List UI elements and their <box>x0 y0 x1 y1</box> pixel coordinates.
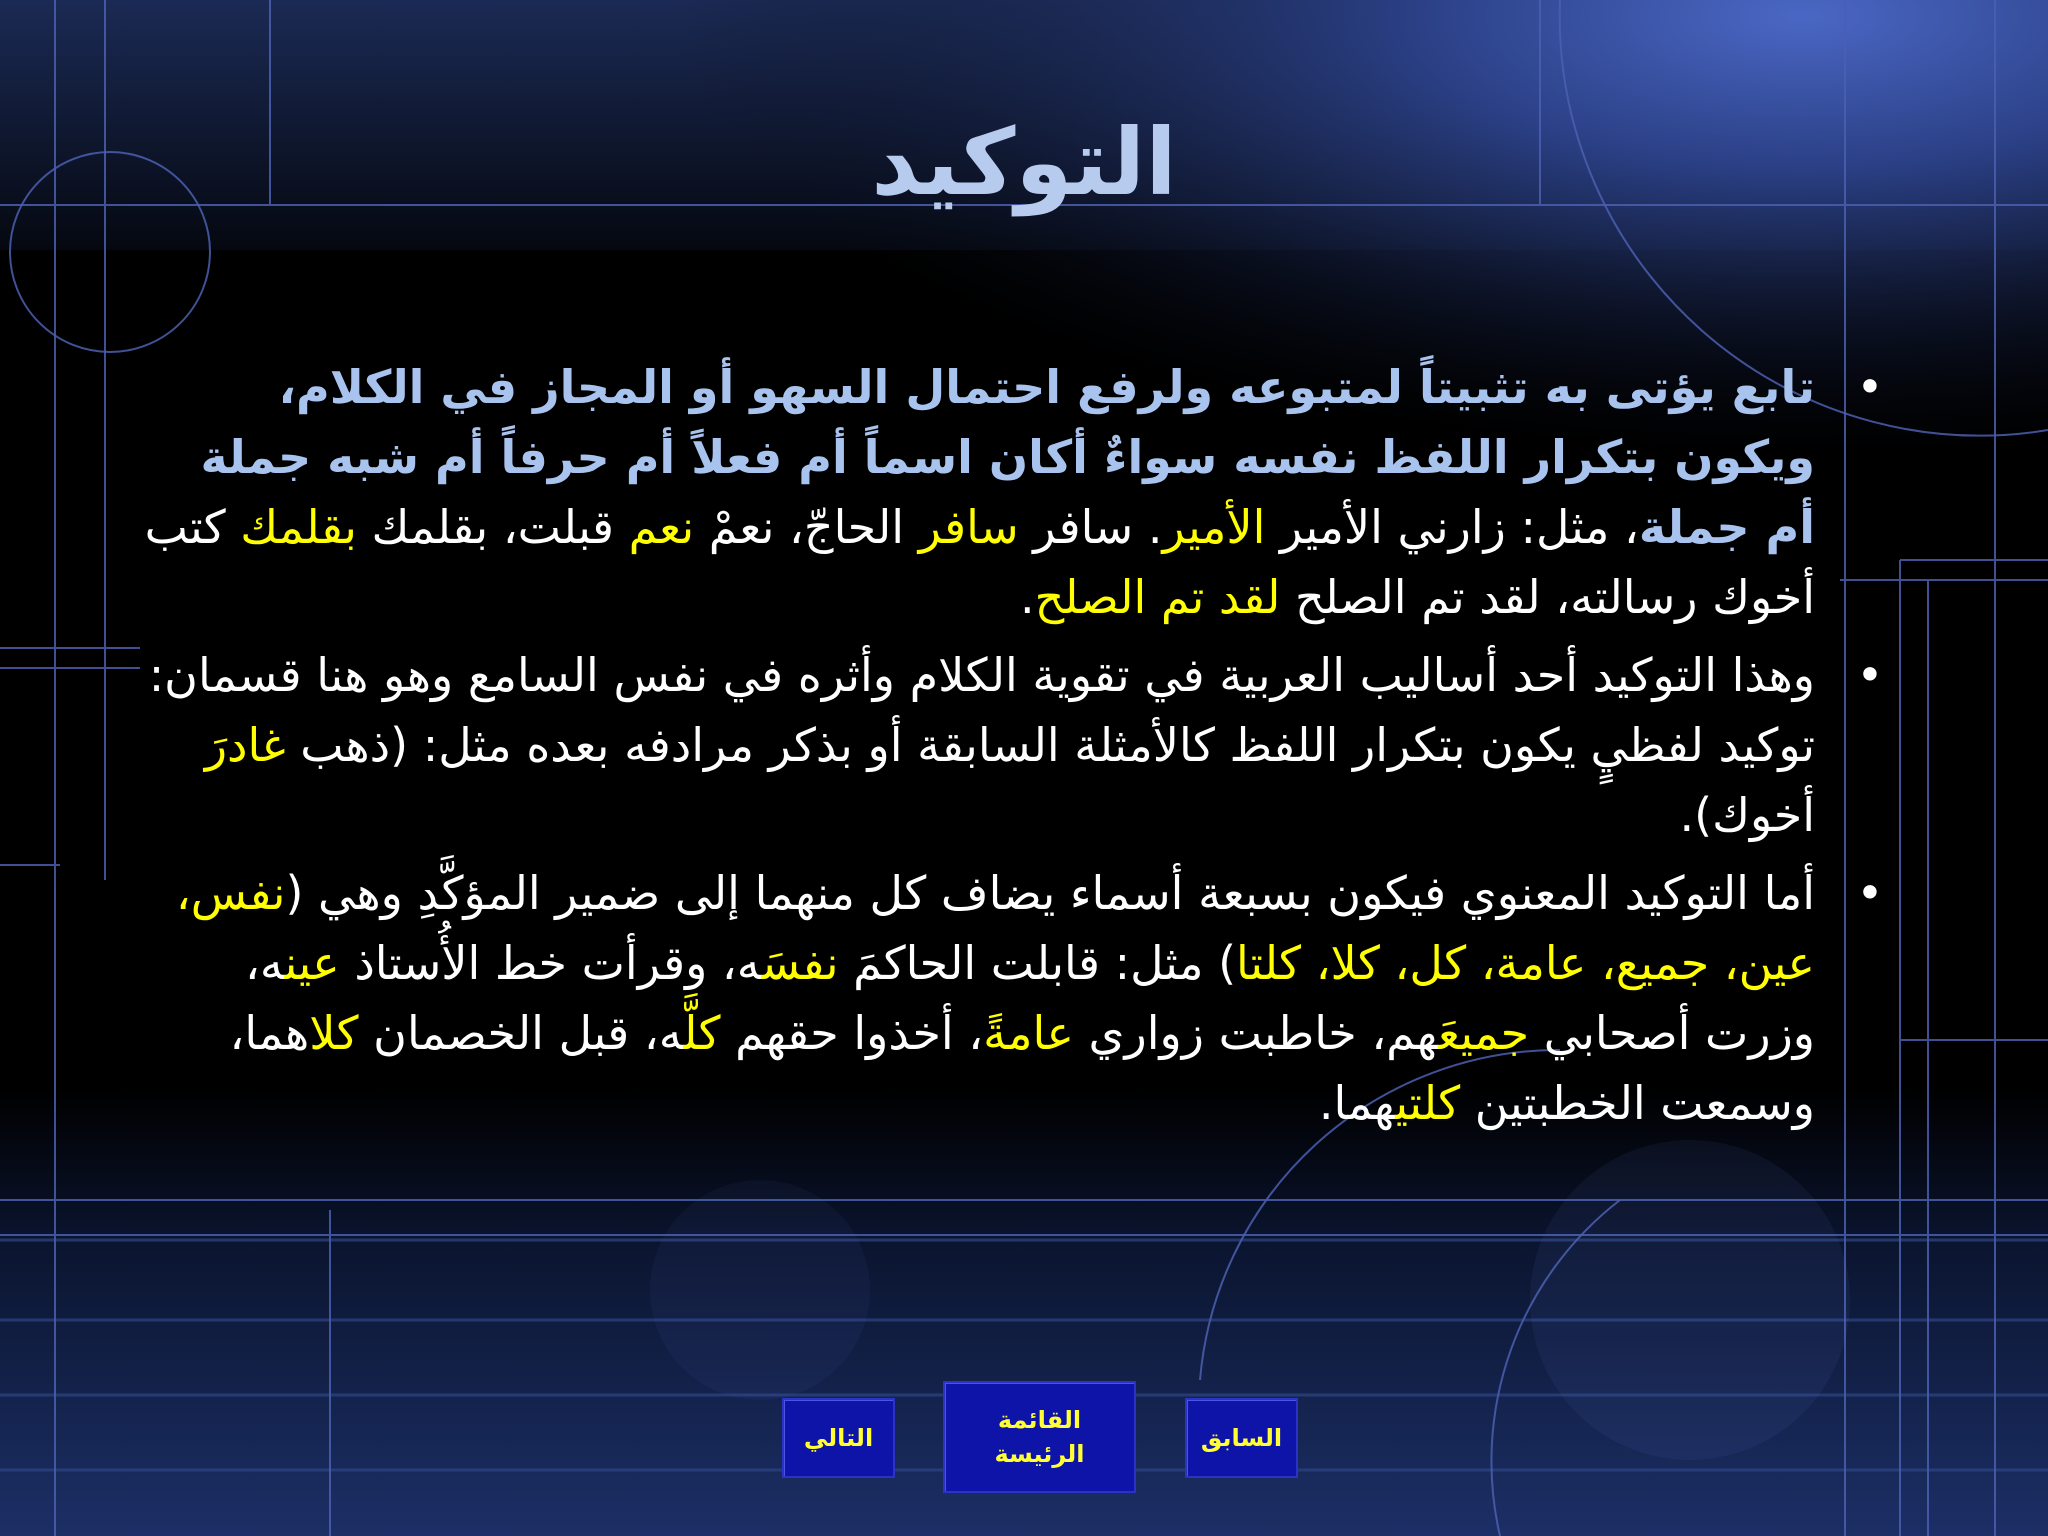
highlight-segment: نفسَ <box>761 936 839 990</box>
text-segment: كتب أخوك رسالته، لقد تم الصلح <box>144 500 1815 624</box>
highlight-segment: جميعَ <box>1438 1006 1530 1060</box>
bullet-text <box>140 858 1815 1138</box>
bullet-dot: • <box>1856 866 1884 920</box>
text-segment: هما، وسمعت الخطبتين <box>229 1006 1815 1130</box>
previous-button[interactable] <box>1185 1398 1298 1478</box>
text-segment: هم، خاطبت زواري <box>1073 1006 1438 1060</box>
main-menu-button-label <box>995 1403 1085 1471</box>
text-segment: . سافر <box>1018 500 1163 554</box>
slide-title: التوكيد <box>871 109 1177 216</box>
text-segment: ه، قبل الخصمان <box>358 1006 684 1060</box>
highlight-segment: سافر <box>918 500 1019 554</box>
text-segment: وهذا التوكيد أحد أساليب العربية في تقوية الكلام وأثره في نفس السامع وهو هنا قسمان: توكيد لفظيٍ يكون بتكرار اللفظ كالأمثلة السابقة أو بذكر مرادفه بعده مثل: (ذهب <box>148 648 1815 772</box>
text-segment: ، أخذوا حقهم <box>720 1006 984 1060</box>
highlight-segment: كلتي <box>1395 1076 1461 1130</box>
bullet-dot: • <box>1856 360 1884 414</box>
bullet-item <box>140 640 1884 850</box>
text-segment: قبلت، بقلمك <box>356 500 629 554</box>
previous-button-label: السابق <box>1200 1424 1283 1452</box>
text-segment: أخوك). <box>1679 788 1815 842</box>
highlight-segment: بقلمك <box>240 500 357 554</box>
highlight-segment: لقد تم الصلح <box>1034 570 1281 624</box>
bullet-text <box>140 640 1815 850</box>
bullet-item <box>140 858 1884 1138</box>
definition-text: تابع يؤتى به تثبيتاً لمتبوعه ولرفع احتمال السهو أو المجاز في الكلام، ويكون بتكرار اللفظ نفسه سواءٌ أكان اسماً أم فعلاً أم حرفاً أم شبه جملة أم جملة <box>200 360 1815 554</box>
main-menu-label-line1: القائمة <box>997 1406 1082 1434</box>
bullet-text <box>140 352 1815 632</box>
highlight-segment: غادرَ <box>204 718 286 772</box>
highlight-segment: كلا <box>309 1006 359 1060</box>
text-segment: الحاجّ، نعمْ <box>694 500 919 554</box>
text-segment: ) مثل: قابلت الحاكمَ <box>838 936 1237 990</box>
highlight-segment: نعم <box>628 500 695 554</box>
text-segment: أما التوكيد المعنوي فيكون بسبعة أسماء يضاف كل منهما إلى ضمير المؤكَّدِ وهي ( <box>285 866 1815 920</box>
slide-body <box>140 352 1884 1146</box>
bullet-item <box>140 352 1884 632</box>
main-menu-label-line2: الرئيسة <box>994 1440 1085 1468</box>
highlight-segment: الأمير <box>1162 500 1266 554</box>
highlight-segment: عامةً <box>983 1006 1074 1060</box>
text-segment: ه، وقرأت خط الأُستاذ <box>339 936 762 990</box>
text-segment: ه، وزرت أصحابي <box>244 936 1815 1060</box>
next-button[interactable] <box>782 1398 895 1478</box>
next-button-label: التالي <box>803 1424 874 1452</box>
text-segment: ، مثل: زارني الأمير <box>1265 500 1639 554</box>
highlight-segment: نفس، عين، جميع، عامة، كل، كلا، كلتا <box>175 866 1815 990</box>
bullet-dot: • <box>1856 648 1884 702</box>
text-segment: هما. <box>1318 1076 1396 1130</box>
main-menu-button[interactable] <box>943 1381 1136 1493</box>
highlight-segment: عين <box>284 936 340 990</box>
text-segment: . <box>1020 570 1035 624</box>
highlight-segment: كلَّ <box>683 1006 721 1060</box>
